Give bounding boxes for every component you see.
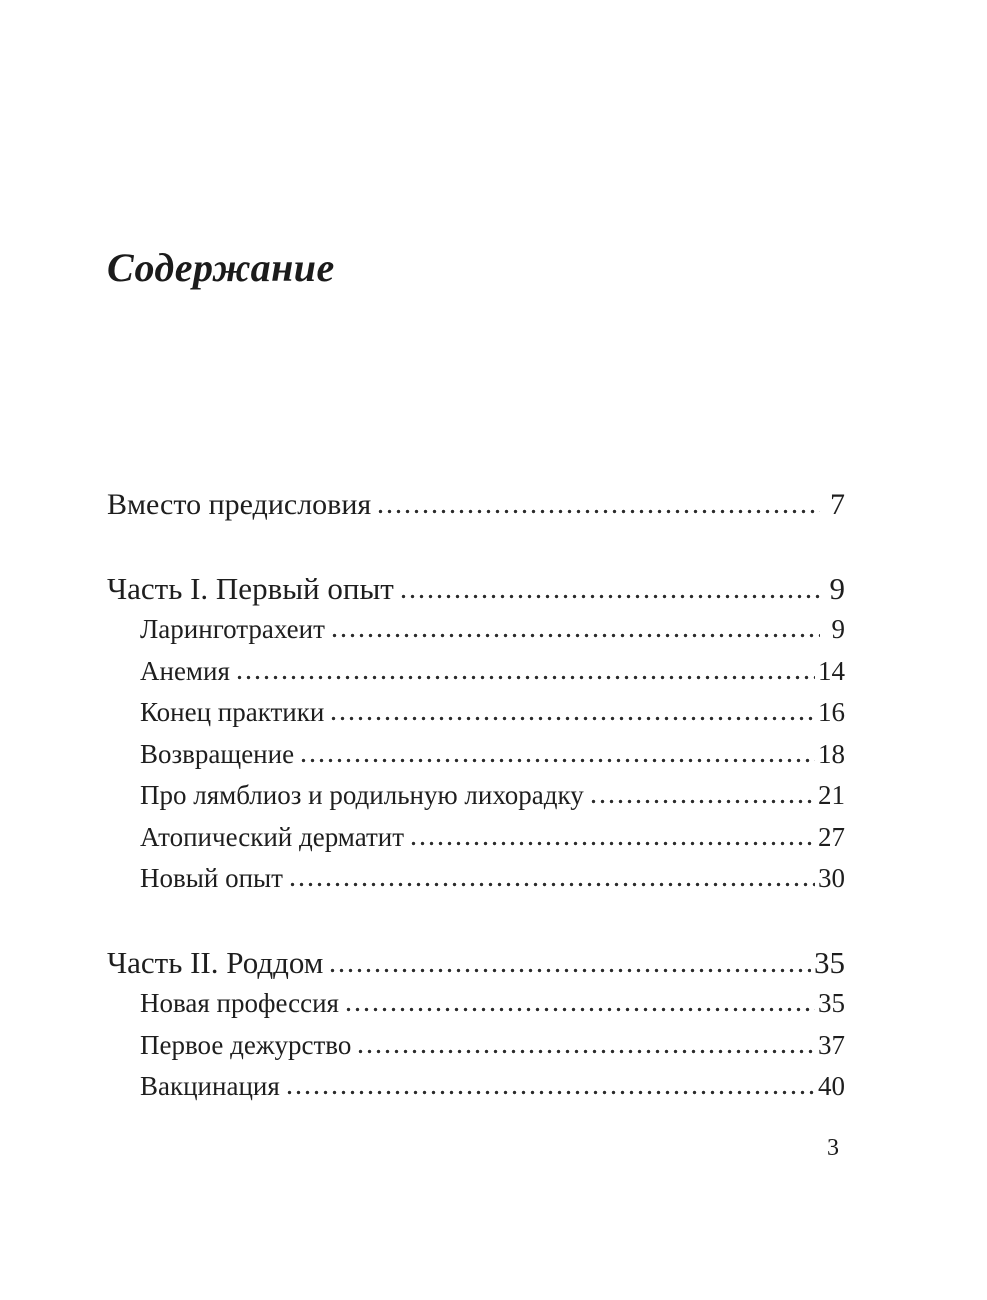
toc-entry xyxy=(107,1025,845,1067)
toc-entry-page-number: 18 xyxy=(818,738,845,769)
toc-entry xyxy=(107,942,845,984)
toc-entry xyxy=(107,983,845,1025)
toc-entry xyxy=(107,817,845,859)
dot-leader xyxy=(399,594,820,599)
toc-entry-label: Анемия xyxy=(140,655,230,686)
dot-leader xyxy=(285,1090,815,1095)
toc-entry xyxy=(107,568,845,610)
toc-entry xyxy=(107,734,845,776)
toc-entry xyxy=(107,651,845,693)
toc-entry xyxy=(107,775,845,817)
toc-entry-label: Вместо предисловия xyxy=(107,488,372,521)
dot-leader xyxy=(409,841,815,846)
toc-entry-page-number: 35 xyxy=(814,944,845,980)
toc-entry-page-number: 30 xyxy=(818,863,845,893)
toc-entry-page-number: 35 xyxy=(818,988,845,1018)
toc-entry-page-number: 9 xyxy=(829,570,845,606)
toc-entry-label: Часть II. Роддом xyxy=(107,944,324,980)
toc-entry-page-number: 9 xyxy=(831,614,845,644)
toc-entry-label: Про лямблиоз и родильную лихорадку xyxy=(140,780,584,810)
dot-leader xyxy=(329,716,815,721)
toc-entry-page-number: 37 xyxy=(818,1029,845,1060)
folio-page-number: 3 xyxy=(827,1134,839,1161)
toc-entry-page-number: 14 xyxy=(818,655,845,686)
dot-leader xyxy=(344,1007,815,1012)
toc-entry-label: Новая профессия xyxy=(140,988,339,1018)
toc-entry-page-number: 16 xyxy=(818,697,845,727)
toc-entry-label: Возвращение xyxy=(140,738,295,769)
toc-entry-label: Новый опыт xyxy=(140,863,283,893)
toc-entry xyxy=(107,692,845,734)
dot-leader xyxy=(376,509,820,514)
toc-entry xyxy=(107,858,845,900)
toc-entry-page-number: 21 xyxy=(818,780,845,810)
toc-entry-label: Ларинготрахеит xyxy=(140,614,325,644)
toc-entry xyxy=(107,1066,845,1108)
dot-leader xyxy=(328,968,811,973)
toc-entry-label: Конец практики xyxy=(140,697,325,727)
toc-entry-page-number: 7 xyxy=(830,488,845,521)
toc-entry xyxy=(107,484,845,526)
dot-leader xyxy=(330,633,820,638)
toc-entry-label: Вакцинация xyxy=(140,1071,280,1101)
toc-entry-label: Атопический дерматит xyxy=(140,821,405,852)
page-title: Содержание xyxy=(107,245,335,290)
toc-entry-label: Часть I. Первый опыт xyxy=(107,570,394,606)
toc-entry-page-number: 27 xyxy=(818,821,845,852)
toc-entry-page-number: 40 xyxy=(818,1071,845,1101)
dot-leader xyxy=(288,882,815,887)
dot-leader xyxy=(235,675,815,680)
toc-entry xyxy=(107,609,845,651)
toc-list xyxy=(107,484,845,1108)
dot-leader xyxy=(299,758,815,763)
dot-leader xyxy=(356,1049,815,1054)
dot-leader xyxy=(589,799,815,804)
toc-entry-label: Первое дежурство xyxy=(140,1029,352,1060)
